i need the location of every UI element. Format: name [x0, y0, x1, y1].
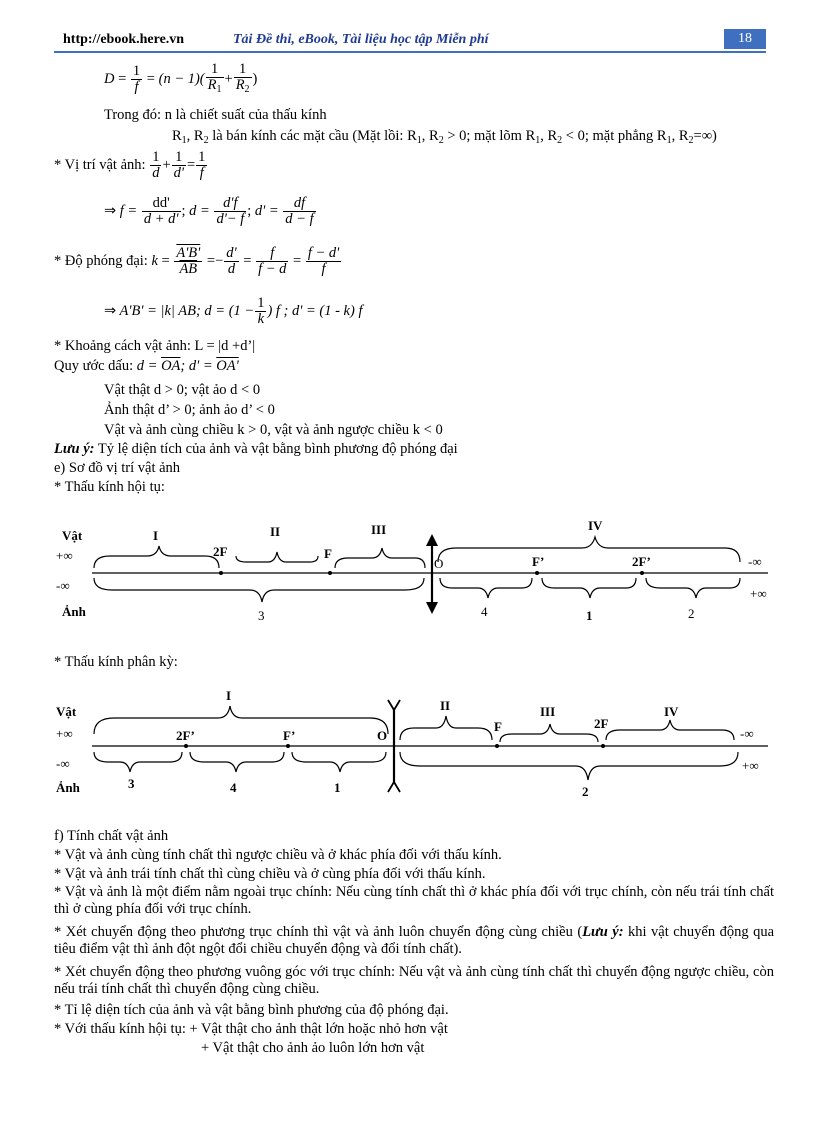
- where-n: Trong đó: n là chiết suất của thấu kính: [104, 107, 327, 123]
- d1-point-2F: [219, 571, 223, 575]
- d2-brace-II: [400, 716, 492, 740]
- magnification-label: * Độ phóng đại:: [54, 252, 148, 269]
- property-8: + Vật thật cho ảnh ảo luôn lớn hơn vật: [201, 1040, 425, 1056]
- d1-label-F: F: [324, 546, 332, 561]
- property-4: * Xét chuyển động theo phương trục chính thì vật và ảnh luôn chuyển động cùng chiều (Lưu ý: khi vật chuyển động qua tiêu điểm vật thì ảnh đột ngột đổi chiều chuyển động và đổi tính chất).: [54, 924, 774, 957]
- d2-brace-III: [500, 724, 598, 742]
- d2-brace-1: [292, 752, 386, 772]
- d2-point-F: [495, 744, 499, 748]
- d1-object-label: Vật: [62, 528, 83, 543]
- symbol-D: D: [104, 70, 115, 87]
- d2-region-II: II: [440, 698, 451, 713]
- d1-brace-1: [542, 578, 636, 598]
- frac-1-over-f: $\frac{1}{f}$: [132, 63, 141, 95]
- d1-region-3: 3: [258, 608, 265, 623]
- d1-image-label: Ảnh: [62, 604, 86, 619]
- equals: =: [118, 70, 127, 87]
- d1-region-1: 1: [586, 608, 593, 623]
- d2-point-2F: [601, 744, 605, 748]
- d1-plus-inf-right: +∞: [750, 586, 767, 601]
- d1-brace-2: [646, 578, 740, 598]
- section-f: f) Tính chất vật ảnh: [54, 828, 169, 844]
- note-line: Lưu ý: Tỷ lệ diện tích của ảnh và vật bằng bình phương độ phóng đại: [54, 441, 458, 457]
- converging-lens-title: * Thấu kính hội tụ:: [54, 479, 165, 495]
- d1-lens-arrow-top: [426, 534, 438, 546]
- d1-brace-IV: [438, 537, 740, 562]
- header-title[interactable]: Tải Đề thi, eBook, Tài liệu học tập Miễn phí: [233, 32, 489, 47]
- d1-region-III: III: [371, 522, 387, 537]
- converging-diagram: [0, 510, 816, 630]
- d2-point-2Fp: [184, 744, 188, 748]
- d1-brace-3: [94, 578, 424, 602]
- d1-region-IV: IV: [588, 518, 603, 533]
- d2-label-2F: 2F: [594, 716, 609, 731]
- header-rule: [54, 51, 766, 53]
- diverging-lens-title: * Thấu kính phân kỳ:: [54, 654, 178, 670]
- real-object-line: Vật thật d > 0; vật ảo d < 0: [104, 382, 261, 398]
- real-image-line: Ảnh thật d’ > 0; ảnh ảo d’ < 0: [104, 402, 275, 418]
- where-R: $R_1$, $R_2$ là bán kính các mặt cầu (Mặt lồi: $R_1$, $R_2 > 0$; mặt lõm $R_1$, $R_2 < 0$; mặt phẳng $R_1$, $R_2=\infty$): [172, 128, 717, 146]
- d2-brace-4: [190, 752, 284, 772]
- d2-minus-inf-left: -∞: [56, 756, 70, 771]
- d1-brace-II: [236, 552, 318, 562]
- formula-lens-power: D = $\frac{1}{f}$ = (n − 1)( $\frac{1}{R_1}$ + $\frac{1}{R_2}$ ): [104, 61, 258, 95]
- property-1: * Vật và ảnh cùng tính chất thì ngược chiều và ở khác phía đối với thấu kính.: [54, 847, 502, 863]
- d1-region-2: 2: [688, 606, 695, 621]
- d1-point-2Fp: [640, 571, 644, 575]
- d1-label-O: O: [434, 556, 444, 571]
- d2-plus-inf-left: +∞: [56, 726, 73, 741]
- property-5: * Xét chuyển động theo phương vuông góc với trục chính: Nếu vật và ảnh cùng tính chất thì chuyển động ngược chiều, còn nếu trái tính chất thì chuyển động cùng chiều.: [54, 964, 774, 997]
- d1-point-Fp: [535, 571, 539, 575]
- sign-convention: Quy ước dấu: $d = \overline{OA}$; d' = OA': [54, 358, 239, 374]
- d2-region-4: 4: [230, 780, 237, 795]
- equals: =: [146, 70, 155, 87]
- d2-brace-2: [400, 752, 738, 780]
- d2-minus-inf-right: -∞: [740, 726, 754, 741]
- page-number: 18: [724, 29, 766, 49]
- d2-point-Fp: [286, 744, 290, 748]
- d1-point-F: [328, 571, 332, 575]
- position-label: * Vị trí vật ảnh:: [54, 156, 146, 173]
- property-3: * Vật và ảnh là một điểm nằm ngoài trục chính: Nếu cùng tính chất thì ở khác phía đối với trục chính, còn nếu trái tính chất thì ở cùng phía đối với trục chính.: [54, 884, 774, 917]
- d1-minus-inf-right: -∞: [748, 554, 762, 569]
- d2-object-label: Vật: [56, 704, 77, 719]
- d2-label-F: F: [494, 719, 502, 734]
- d2-region-2: 2: [582, 784, 589, 799]
- d1-brace-I: [94, 546, 219, 568]
- d1-region-4: 4: [481, 604, 488, 619]
- d1-region-II: II: [270, 524, 281, 539]
- d1-lens-arrow-bottom: [426, 602, 438, 614]
- d2-image-label: Ảnh: [56, 780, 80, 795]
- d1-label-2F: 2F: [213, 544, 228, 559]
- position-formula: * Vị trí vật ảnh: $\frac{1}{d}$ + $\frac{1}{d'}$ = $\frac{1}{f}$: [54, 149, 206, 181]
- d2-brace-3: [94, 752, 182, 772]
- d2-region-3: 3: [128, 776, 135, 791]
- d2-lens-arrow-bottom: [388, 782, 400, 792]
- d1-region-I: I: [153, 528, 159, 543]
- magnification-derived: ⇒ A'B' = |k| AB; d = (1 − $\frac{1}{k}$ ) f ; d' = (1 - k) f: [104, 295, 363, 327]
- d1-minus-inf-left: -∞: [56, 578, 70, 593]
- distance-line: * Khoảng cách vật ảnh: L = |d +d’|: [54, 338, 256, 354]
- property-6: * Tỉ lệ diện tích của ảnh và vật bằng bình phương của độ phóng đại.: [54, 1002, 449, 1018]
- d1-plus-inf-left: +∞: [56, 548, 73, 563]
- d2-lens-arrow-top: [388, 700, 400, 710]
- d1-brace-III: [335, 548, 425, 568]
- focal-formula: ⇒ f = $\frac{dd'}{d + d'}$ ; d = $\frac{d'f}{d'- f}$ ; d' = $\frac{df}{d - f}$: [104, 195, 314, 227]
- d2-region-IV: IV: [664, 704, 679, 719]
- header-site[interactable]: http://ebook.here.vn: [63, 32, 185, 47]
- same-direction-line: Vật và ảnh cùng chiều k > 0, vật và ảnh ngược chiều k < 0: [104, 422, 443, 438]
- d1-brace-4: [440, 578, 532, 598]
- section-e: e) Sơ đồ vị trí vật ảnh: [54, 460, 181, 476]
- d2-label-2Fp: 2F’: [176, 728, 195, 743]
- d1-label-Fp: F’: [532, 554, 545, 569]
- d2-region-1: 1: [334, 780, 341, 795]
- d2-label-Fp: F’: [283, 728, 296, 743]
- d2-brace-IV: [606, 720, 734, 740]
- d2-brace-I: [94, 706, 388, 734]
- property-7: * Với thấu kính hội tụ: + Vật thật cho ảnh thật lớn hoặc nhỏ hơn vật: [54, 1021, 448, 1037]
- d2-region-I: I: [226, 688, 232, 703]
- property-2: * Vật và ảnh trái tính chất thì cùng chiều và ở cùng phía đối với thấu kính.: [54, 866, 486, 882]
- magnification-formula: * Độ phóng đại: k = $\frac{A'B'}{AB}$ =− $\frac{d'}{d}$ = $\frac{f}{f - d}$ = $\frac{f - d'}{f}$: [54, 245, 340, 277]
- d1-label-2Fp: 2F’: [632, 554, 651, 569]
- frac-1-over-R2: $\frac{1}{R_2}$: [235, 61, 250, 95]
- d2-plus-inf-right: +∞: [742, 758, 759, 773]
- frac-1-over-R1: $\frac{1}{R_1}$: [207, 61, 222, 95]
- diverging-diagram: [0, 686, 816, 806]
- n-minus-1: (n − 1)(: [158, 70, 205, 87]
- d2-label-O: O: [377, 728, 388, 743]
- d2-region-III: III: [540, 704, 556, 719]
